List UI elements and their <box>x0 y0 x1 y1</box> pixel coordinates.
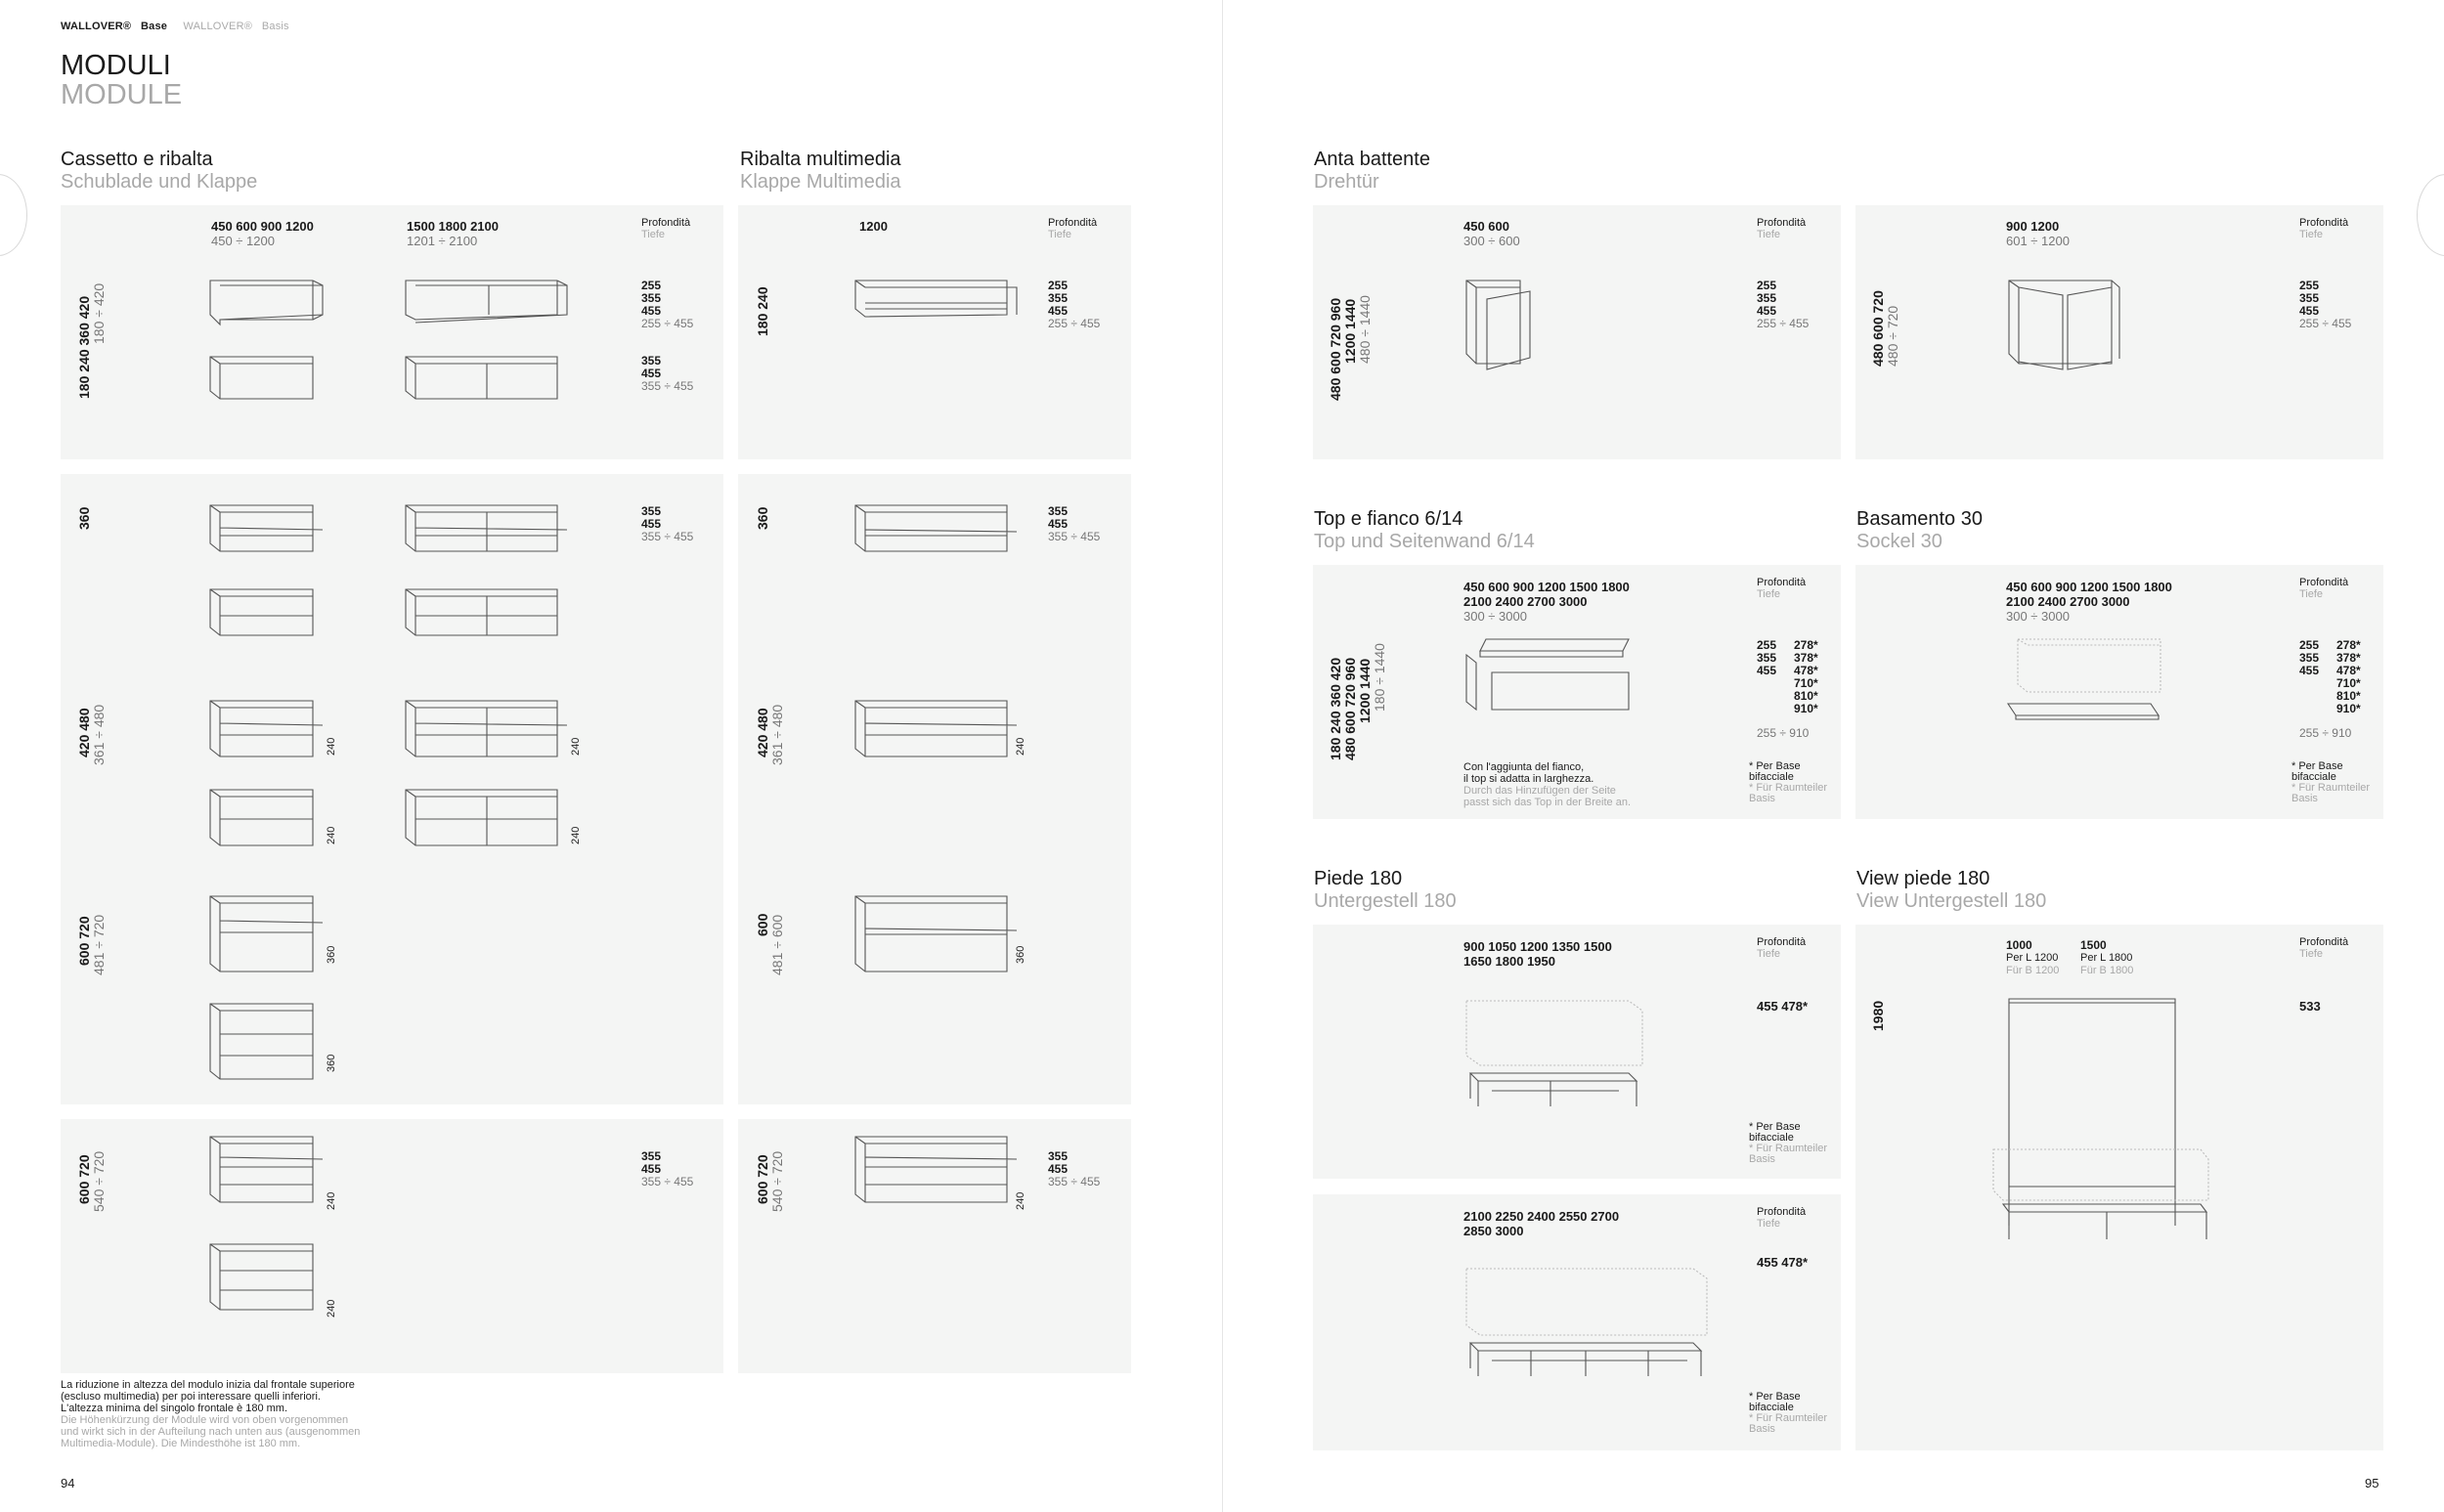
drawing-piede-2 <box>1462 1265 1717 1382</box>
piede-prof-label-1: Profondità Tiefe <box>1757 936 1807 960</box>
drawing-cabinet-flap-large <box>401 276 572 329</box>
basamento-star-note: * Per Base bifacciale * Für Raumteiler Basis <box>2291 760 2371 804</box>
cassetto-height-360: 360 <box>76 506 92 530</box>
section-title-view: View piede 180 View Untergestell 180 <box>1856 868 2047 912</box>
section-title-ribalta: Ribalta multimedia Klappe Multimedia <box>740 149 901 193</box>
top-widths: 450 600 900 1200 1500 1800 2100 2400 2700 3000 300 ÷ 3000 <box>1463 580 1630 624</box>
cassetto-heights-4: 600 720 <box>76 916 92 966</box>
cassetto-heights-5-range: 540 ÷ 720 <box>91 1150 107 1212</box>
top-heights-range: 180 ÷ 1440 <box>1372 643 1387 712</box>
size-360: 360 <box>1015 945 1026 964</box>
cassetto-depths-2: 355 455 355 ÷ 455 <box>641 354 694 393</box>
page-spine <box>1222 0 1223 1512</box>
anta-widths-2: 900 1200 601 ÷ 1200 <box>2006 219 2070 248</box>
top-heights-1: 180 240 360 420 <box>1328 657 1343 760</box>
piede-star-note-1: * Per Base bifacciale * Für Raumteiler Basis <box>1749 1121 1828 1165</box>
basamento-depth-range: 255 ÷ 910 <box>2299 726 2352 740</box>
page-number-left: 94 <box>61 1476 75 1490</box>
section-title-piede: Piede 180 Untergestell 180 <box>1314 868 1457 912</box>
view-prof-label: Profondità Tiefe <box>2299 936 2349 960</box>
anta-depths-1: 255 355 455 255 ÷ 455 <box>1757 279 1810 330</box>
anta-heights-1: 480 600 720 960 <box>1328 297 1343 401</box>
cassetto-heights-1-range: 180 ÷ 420 <box>91 282 107 344</box>
drawing-anta-double <box>2004 276 2126 373</box>
drawing-cabinet-360-small <box>205 500 327 559</box>
top-depths-b: 278* 378* 478* 710* 810* 910* <box>1794 638 1818 715</box>
ribalta-height-4: 600 <box>755 913 770 936</box>
panel-cassetto-middle <box>61 474 723 1104</box>
anta-prof-label-2: Profondità Tiefe <box>2299 217 2349 240</box>
top-depths-a: 255 355 455 <box>1757 638 1777 677</box>
section-title-basamento: Basamento 30 Sockel 30 <box>1856 508 1983 552</box>
cassetto-heights-1: 180 240 360 420 <box>76 295 92 399</box>
section-title-anta: Anta battente Drehtür <box>1314 149 1430 193</box>
panel-cassetto-bottom <box>61 1119 723 1373</box>
basamento-widths: 450 600 900 1200 1500 1800 2100 2400 2700 3000 300 ÷ 3000 <box>2006 580 2172 624</box>
panel-ribalta-middle <box>738 474 1131 1104</box>
top-heights-3: 1200 1440 <box>1357 658 1373 723</box>
cassetto-depths-5: 355 455 355 ÷ 455 <box>641 1149 694 1188</box>
anta-depths-2: 255 355 455 255 ÷ 455 <box>2299 279 2352 330</box>
drawing-cabinet-720-flap <box>205 891 327 979</box>
piede-depths-2: 455 478* <box>1757 1255 1809 1270</box>
footnote: La riduzione in altezza del modulo inizia dal frontale superiore (escluso multimedia) per poi interessare quelli inferiori. L'altezza minima del singolo frontale è 180 mm. Die Höhenkürzung der Module wird von oben vorgenommen und wirkt sich in der Aufteilung nach unten aus (ausgenommen Multimedia-Module). Die Mindesthöhe ist 180 mm. <box>61 1379 361 1449</box>
drawing-cabinet-drawer-large <box>401 352 572 406</box>
drawing-cabinet-flap-small <box>205 276 327 329</box>
size-360: 360 <box>326 1054 337 1072</box>
ribalta-heights-5-range: 540 ÷ 720 <box>769 1150 785 1212</box>
ribalta-width: 1200 <box>859 219 888 234</box>
size-360: 360 <box>326 945 337 964</box>
cassetto-heights-3: 420 480 <box>76 708 92 757</box>
piede-depths-1: 455 478* <box>1757 999 1809 1014</box>
top-heights-2: 480 600 720 960 <box>1342 657 1358 760</box>
drawing-cabinet-480-small <box>205 696 327 764</box>
drawing-ribalta-4 <box>851 891 1022 979</box>
page-number-right: 95 <box>2365 1476 2379 1490</box>
size-240: 240 <box>326 1299 337 1318</box>
drawing-view-piede <box>1989 995 2214 1249</box>
top-depth-range: 255 ÷ 910 <box>1757 726 1810 740</box>
panel-anta-1 <box>1313 205 1841 459</box>
basamento-depths-b: 278* 378* 478* 710* 810* 910* <box>2336 638 2361 715</box>
size-240: 240 <box>326 826 337 844</box>
drawing-cabinet-480-large <box>401 696 572 764</box>
piede-star-note-2: * Per Base bifacciale * Für Raumteiler Basis <box>1749 1391 1828 1435</box>
piede-widths-2: 2100 2250 2400 2550 2700 2850 3000 <box>1463 1209 1620 1238</box>
page-tab-right <box>2417 174 2444 256</box>
cassetto-depths-1: 255 355 455 255 ÷ 455 <box>641 279 694 330</box>
panel-cassetto-top <box>61 205 723 459</box>
ribalta-heights-3: 420 480 <box>755 708 770 757</box>
size-240: 240 <box>570 737 582 756</box>
drawing-cabinet-720-drawers <box>205 999 327 1087</box>
view-depth: 533 <box>2299 999 2321 1014</box>
panel-ribalta-top <box>738 205 1131 459</box>
ribalta-height-360: 360 <box>755 506 770 530</box>
cassetto-widths-1: 450 600 900 1200 450 ÷ 1200 <box>211 219 314 248</box>
drawing-basamento <box>2004 635 2175 728</box>
ribalta-depths-2: 355 455 355 ÷ 455 <box>1048 504 1101 543</box>
ribalta-prof-label: Profondità Tiefe <box>1048 217 1098 240</box>
size-240: 240 <box>570 826 582 844</box>
drawing-ribalta-2 <box>851 500 1022 559</box>
view-width-2: 1500 Per L 1800 Für B 1800 <box>2080 938 2134 976</box>
cassetto-depths-3: 355 455 355 ÷ 455 <box>641 504 694 543</box>
ribalta-heights-1: 180 240 <box>755 286 770 336</box>
piede-prof-label-2: Profondità Tiefe <box>1757 1206 1807 1230</box>
ribalta-heights-5: 600 720 <box>755 1154 770 1204</box>
drawing-cabinet-360-drawers-small <box>205 584 327 643</box>
size-240: 240 <box>1015 1191 1026 1210</box>
anta-heights-1-range: 480 ÷ 1440 <box>1357 295 1373 364</box>
size-240: 240 <box>1015 737 1026 756</box>
drawing-anta-single <box>1462 276 1535 373</box>
drawing-top-fianco <box>1462 635 1638 713</box>
cassetto-prof-label: Profondità Tiefe <box>641 217 691 240</box>
anta-widths-1: 450 600 300 ÷ 600 <box>1463 219 1520 248</box>
anta-heights-2: 480 600 720 <box>1870 290 1886 367</box>
size-240: 240 <box>326 737 337 756</box>
drawing-piede-1 <box>1462 997 1648 1114</box>
cassetto-heights-4-range: 481 ÷ 720 <box>91 914 107 975</box>
drawing-cabinet-bottom-drawers <box>205 1239 327 1318</box>
size-240: 240 <box>326 1191 337 1210</box>
cassetto-heights-5: 600 720 <box>76 1154 92 1204</box>
view-width-1: 1000 Per L 1200 Für B 1200 <box>2006 938 2060 976</box>
top-note: Con l'aggiunta del fianco, il top si adatta in larghezza. Durch das Hinzufügen der Seite passt sich das Top in der Breite an. <box>1463 761 1632 808</box>
section-title-cassetto: Cassetto e ribalta Schublade und Klappe <box>61 149 258 193</box>
cassetto-heights-3-range: 361 ÷ 480 <box>91 704 107 765</box>
view-height: 1980 <box>1870 1000 1886 1031</box>
ribalta-depths-1: 255 355 455 255 ÷ 455 <box>1048 279 1101 330</box>
top-star-note: * Per Base bifacciale * Für Raumteiler Basis <box>1749 760 1828 804</box>
drawing-cabinet-bottom-flap <box>205 1132 327 1210</box>
drawing-cabinet-360-large <box>401 500 572 559</box>
ribalta-depths-5: 355 455 355 ÷ 455 <box>1048 1149 1101 1188</box>
anta-prof-label-1: Profondità Tiefe <box>1757 217 1807 240</box>
drawing-ribalta-1 <box>851 276 1022 324</box>
anta-heights-1b: 1200 1440 <box>1342 298 1358 364</box>
drawing-cabinet-drawer-small <box>205 352 327 406</box>
section-title-top: Top e fianco 6/14 Top und Seitenwand 6/14 <box>1314 508 1535 552</box>
page-tab-left <box>0 174 27 256</box>
cassetto-widths-2: 1500 1800 2100 1201 ÷ 2100 <box>407 219 499 248</box>
ribalta-heights-3-range: 361 ÷ 480 <box>769 704 785 765</box>
drawing-cabinet-480-drawers-large <box>401 785 572 853</box>
drawing-cabinet-480-drawers-small <box>205 785 327 853</box>
drawing-ribalta-5 <box>851 1132 1022 1210</box>
page-title: MODULI MODULE <box>61 50 183 110</box>
ribalta-height-4-range: 481 ÷ 600 <box>769 914 785 975</box>
drawing-cabinet-360-drawers-large <box>401 584 572 643</box>
piede-widths-1: 900 1050 1200 1350 1500 1650 1800 1950 <box>1463 939 1612 969</box>
running-header: WALLOVER® Base WALLOVER® Basis <box>61 21 289 32</box>
basamento-depths-a: 255 355 455 <box>2299 638 2320 677</box>
anta-heights-2-range: 480 ÷ 720 <box>1885 305 1900 367</box>
basamento-prof-label: Profondità Tiefe <box>2299 577 2349 600</box>
top-prof-label: Profondità Tiefe <box>1757 577 1807 600</box>
drawing-ribalta-3 <box>851 696 1022 764</box>
